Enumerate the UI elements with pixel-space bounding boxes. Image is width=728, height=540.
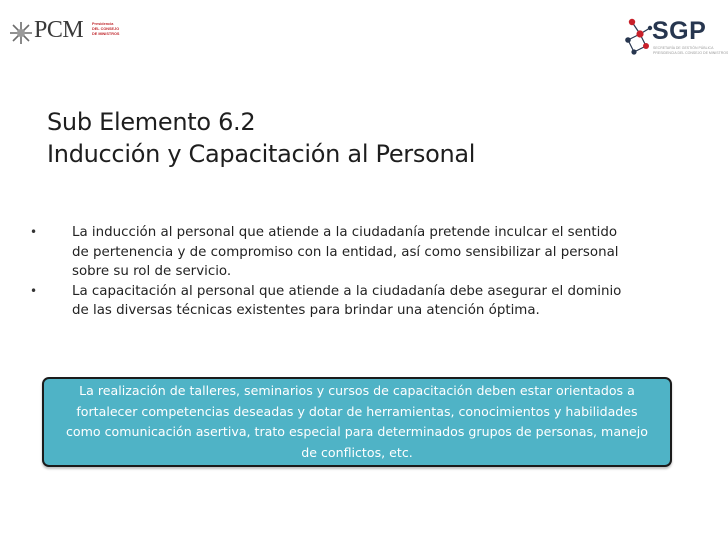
bullet-item-induccion: • La inducción al personal que atiende a la ciudadanía pretende inculcar el sentido de pertenencia y de compromiso con la entidad, así como sensibilizar al personal sobre su rol de servicio. (30, 225, 619, 279)
bullet-item-capacitacion: • La capacitación al personal que atiende a la ciudadanía debe asegurar el dominio de las diversas técnicas existentes para brindar una atención óptima. (30, 283, 622, 318)
pcm-logo-text: PCM (34, 17, 84, 43)
callout-box (42, 377, 672, 467)
slide-title-line2: Inducción y Capacitación al Personal (47, 140, 476, 168)
sgp-molecule-icon (620, 16, 654, 58)
bullet-marker-icon: • (30, 225, 38, 239)
bullet-marker-icon: • (30, 283, 38, 298)
pcm-emblem-icon (8, 20, 34, 46)
sgp-logo-text: SGP (652, 17, 707, 45)
pcm-logo (8, 16, 118, 48)
sgp-logo-tagline: SECRETARÍA DE GESTIÓN PÚBLICA PRESIDENCIA DEL CONSEJO DE MINISTROS (653, 46, 728, 55)
slide-title (47, 106, 475, 170)
pcm-logo-subtitle: Presidencia DEL CONSEJO DE MINISTROS (92, 22, 120, 36)
sgp-logo (616, 12, 728, 62)
slide-title-line1: Sub Elemento 6.2 (47, 108, 256, 136)
callout-text: La realización de talleres, seminarios y cursos de capacitación deben estar orientados a fortalecer competencias deseadas y dotar de herramientas, conocimientos y habilidades como comunicación asertiva, trato especial para determinados grupos de personas, manejo de conflictos, etc. (66, 383, 648, 460)
bullet-list (30, 223, 680, 321)
